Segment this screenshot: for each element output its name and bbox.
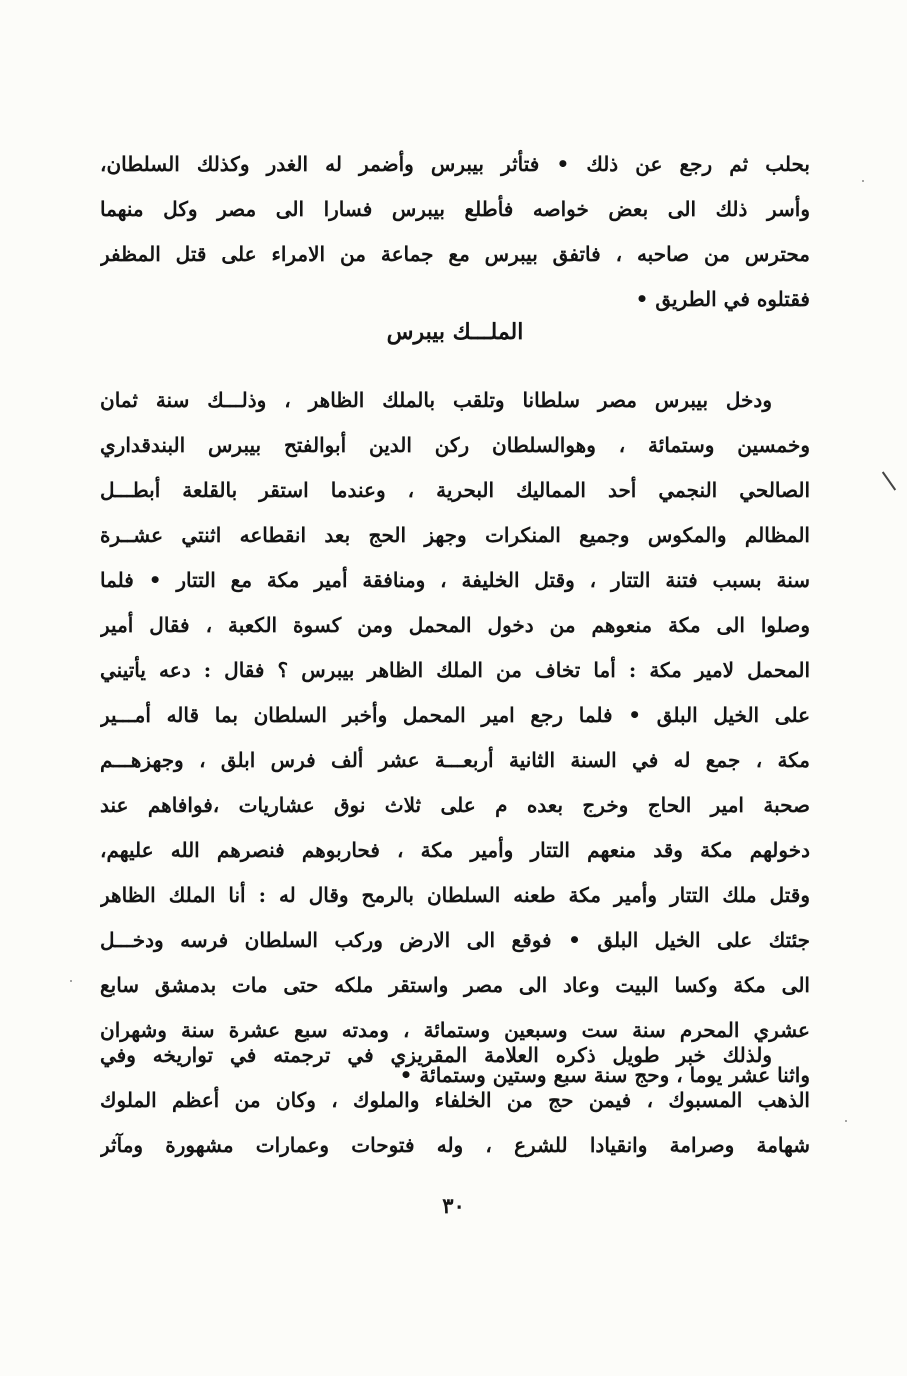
page-number: ٣٠ bbox=[442, 1193, 465, 1218]
paragraph-1 bbox=[100, 142, 810, 322]
text-line: فقتلوه في الطريق • bbox=[635, 287, 810, 311]
text-line: واثنا عشر يوما ، وحج سنة سبع وستين وستمائة • bbox=[399, 1063, 810, 1087]
text-line: وأسر ذلك الى بعض خواصه فأطلع بيبرس فسارا الى مصر وكل منهما bbox=[100, 197, 810, 221]
text-line: الصالحي النجمي أحد المماليك البحرية ، وعندما استقر بالقلعة أبطـــل bbox=[100, 478, 810, 502]
text-line: جئتك على الخيل البلق • فوقع الى الارض وركب السلطان فرسه ودخـــل bbox=[100, 928, 810, 952]
margin-pen-mark bbox=[882, 471, 896, 490]
text-line: عشري المحرم سنة ست وسبعين وستمائة ، ومدته سبع عشرة سنة وشهران bbox=[100, 1018, 810, 1042]
scan-speck bbox=[70, 980, 72, 982]
text-line: الى مكة وكسا البيت وعاد الى مصر واستقر ملكه حتى مات بدمشق سابع bbox=[100, 973, 810, 997]
text-line: شهامة وصرامة وانقيادا للشرع ، وله فتوحات وعمارات مشهورة ومآثر bbox=[100, 1133, 810, 1157]
text-line: محترس من صاحبه ، فاتفق بيبرس مع جماعة من الامراء على قتل المظفر bbox=[100, 242, 810, 266]
text-line: المظالم والمكوس وجميع المنكرات وجهز الحج بعد انقطاعه اثنتي عشــرة bbox=[100, 523, 810, 547]
paragraph-2 bbox=[100, 378, 810, 1098]
text-line: على الخيل البلق • فلما رجع امير المحمل وأخبر السلطان بما قاله أمـــير bbox=[100, 703, 810, 727]
section-heading: الملـــك بيبرس bbox=[386, 319, 524, 345]
text-line: دخولهم مكة وقد منعهم التتار وأمير مكة ، فحاربوهم فنصرهم الله عليهم، bbox=[100, 838, 810, 862]
scan-speck bbox=[862, 180, 864, 182]
text-line: سنة بسبب فتنة التتار ، وقتل الخليفة ، ومنافقة أمير مكة مع التتار • فلما bbox=[100, 568, 810, 592]
text-line: مكة ، جمع له في السنة الثانية أربعـــة عشر ألف فرس ابلق ، وجهزهـــم bbox=[100, 748, 810, 772]
scan-speck bbox=[845, 1120, 847, 1122]
text-line: وخمسين وستمائة ، وهوالسلطان ركن الدين أبوالفتح بيبرس البندقداري bbox=[100, 433, 810, 457]
text-line: المحمل لامير مكة : أما تخاف من الملك الظاهر بيبرس ؟ فقال : دعه يأتيني bbox=[100, 658, 810, 682]
text-line: وصلوا الى مكة منعوهم من دخول المحمل ومن كسوة الكعبة ، فقال أمير bbox=[100, 613, 810, 637]
text-line: ودخل بيبرس مصر سلطانا وتلقب بالملك الظاهر ، وذلـــك سنة ثمان bbox=[100, 388, 772, 412]
text-line: الذهب المسبوك ، فيمن حج من الخلفاء والملوك ، وكان من أعظم الملوك bbox=[100, 1088, 810, 1112]
text-line: ولذلك خبر طويل ذكره العلامة المقريزي في ترجمته في تواريخه وفي bbox=[100, 1043, 772, 1067]
paragraph-3 bbox=[100, 1033, 810, 1168]
text-line: صحبة امير الحاج وخرج بعده م على ثلاث نوق عشاريات ،فوافاهم عند bbox=[100, 793, 810, 817]
text-line: بحلب ثم رجع عن ذلك • فتأثر بيبرس وأضمر له الغدر وكذلك السلطان، bbox=[100, 152, 810, 176]
text-line: وقتل ملك التتار وأمير مكة طعنه السلطان بالرمح وقال له : أنا الملك الظاهر bbox=[100, 883, 810, 907]
